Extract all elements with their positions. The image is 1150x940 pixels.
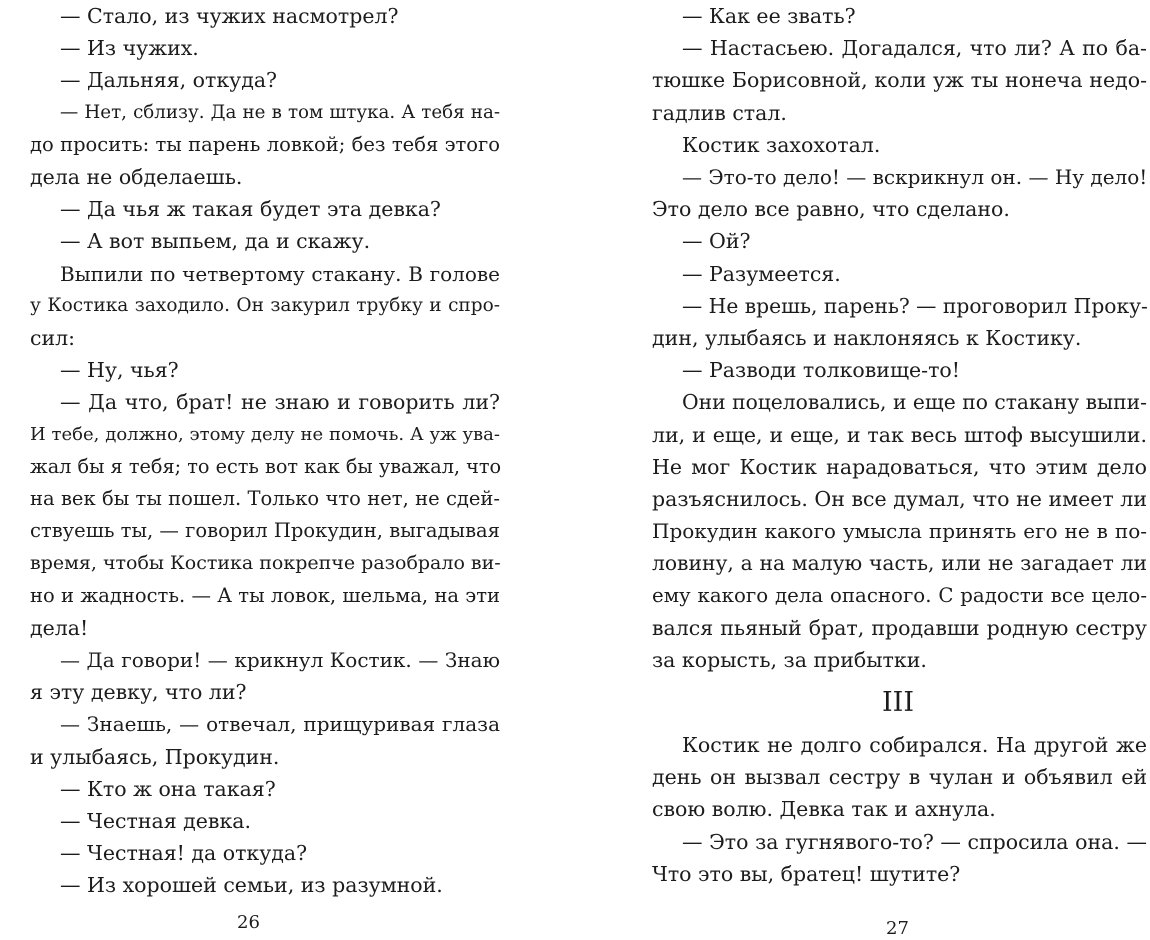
text-line: — Это за гугнявого-то? — спросила она. — (682, 829, 1147, 854)
text-line: Не мог Костик нарадоваться, что этим дело (652, 454, 1147, 479)
text-line: — Разумеется. (682, 261, 841, 286)
text-line: Костик не долго собирался. На другой же (682, 733, 1147, 757)
text-line: Выпили по четвертому стакану. В голове (60, 261, 500, 286)
text-line: свою волю. Девка так и ахнула. (652, 797, 996, 822)
text-line: разъяснилось. Он все думал, что не имеет ли (652, 487, 1147, 511)
text-line: — Ну, чья? (60, 358, 179, 383)
text-line: гадлив стал. (652, 100, 787, 125)
text-line: — Кто ж она такая? (60, 776, 276, 801)
text-line: — Не врешь, парень? — проговорил Проку- (682, 293, 1148, 318)
section-heading: III (882, 687, 914, 718)
page-number: 27 (886, 918, 909, 939)
left-page (30, 0, 500, 937)
text-line: — Ой? (682, 229, 751, 254)
text-line: И тебе, должно, этому делу не помочь. А уж ува- (30, 423, 500, 445)
text-line: — Из хорошей семьи, из разумной. (60, 873, 443, 898)
text-line: на век бы ты пошел. Только что нет, не сдей- (30, 487, 500, 510)
text-line: дела! (30, 615, 89, 640)
text-line: — Знаешь, — отвечал, прищуривая глаза (60, 712, 500, 737)
text-line: — Дальняя, откуда? (60, 68, 278, 93)
text-line: вался пьяный брат, продавши родную сестру (652, 615, 1147, 640)
page-number: 26 (237, 912, 260, 933)
text-line: день он вызвал сестру в чулан и объявил ей (652, 765, 1147, 790)
text-line: за корысть, за прибытки. (652, 648, 927, 672)
text-line: тюшке Борисовной, коли уж ты нонеча недо- (652, 68, 1147, 93)
text-line: — Да чья ж такая будет эта девка? (60, 197, 441, 222)
text-line: Что это вы, братец! шутите? (652, 861, 961, 886)
text-line: ствуешь ты, — говорил Прокудин, выгадывая (30, 519, 500, 543)
text-line: дела не обделаешь. (30, 165, 243, 189)
text-line: ли, и еще, и еще, и так весь штоф высушили. (652, 422, 1147, 447)
text-line: — Честная девка. (60, 809, 251, 833)
text-line: — Нет, сблизу. Да не в том штука. А тебя на- (60, 101, 500, 123)
text-line: Костик захохотал. (682, 132, 881, 157)
text-line: и улыбаясь, Прокудин. (30, 744, 280, 769)
text-line: — Да говори! — крикнул Костик. — Знаю (60, 648, 500, 672)
text-line: у Костика заходило. Он закурил трубку и спро- (30, 294, 500, 316)
text-line: жал бы я тебя; то есть вот как бы уважал, что (30, 454, 502, 478)
text-line: — Как ее звать? (682, 4, 856, 28)
text-line: — Да что, брат! не знаю и говорить ли? (60, 390, 500, 415)
text-line: дин, улыбаясь и наклоняясь к Костику. (652, 326, 1082, 350)
right-page (652, 0, 1147, 937)
text-line: — А вот выпьем, да и скажу. (60, 229, 371, 254)
text-line: но и жадность. — А ты ловок, шельма, на эти (30, 583, 500, 607)
text-line: Прокудин какого умысла принять его не в по- (652, 519, 1147, 544)
text-line: — Разводи толковище-то! (682, 358, 961, 383)
text-line: сил: (30, 326, 76, 350)
text-line: Они поцеловались, и еще по стакану выпи- (682, 390, 1147, 415)
text-line: — Честная! да откуда? (60, 841, 308, 866)
text-line: — Стало, из чужих насмотрел? (60, 4, 399, 28)
text-line: до просить: ты парень ловкой; без тебя этого (30, 132, 500, 156)
text-line: — Это-то дело! — вскрикнул он. — Ну дело! (682, 165, 1148, 189)
text-line: ему какого дела опасного. С радости все цело- (652, 583, 1147, 607)
text-line: Это дело все равно, что сделано. (652, 197, 1010, 222)
text-line: ловину, а на малую часть, или не загадает ли (652, 551, 1147, 576)
text-line: — Из чужих. (60, 36, 199, 61)
text-line: — Настасьею. Догадался, что ли? А по ба- (682, 36, 1147, 61)
text-line: время, чтобы Костика покрепче разобрало ви- (30, 552, 501, 575)
text-line: я эту девку, что ли? (30, 680, 247, 705)
